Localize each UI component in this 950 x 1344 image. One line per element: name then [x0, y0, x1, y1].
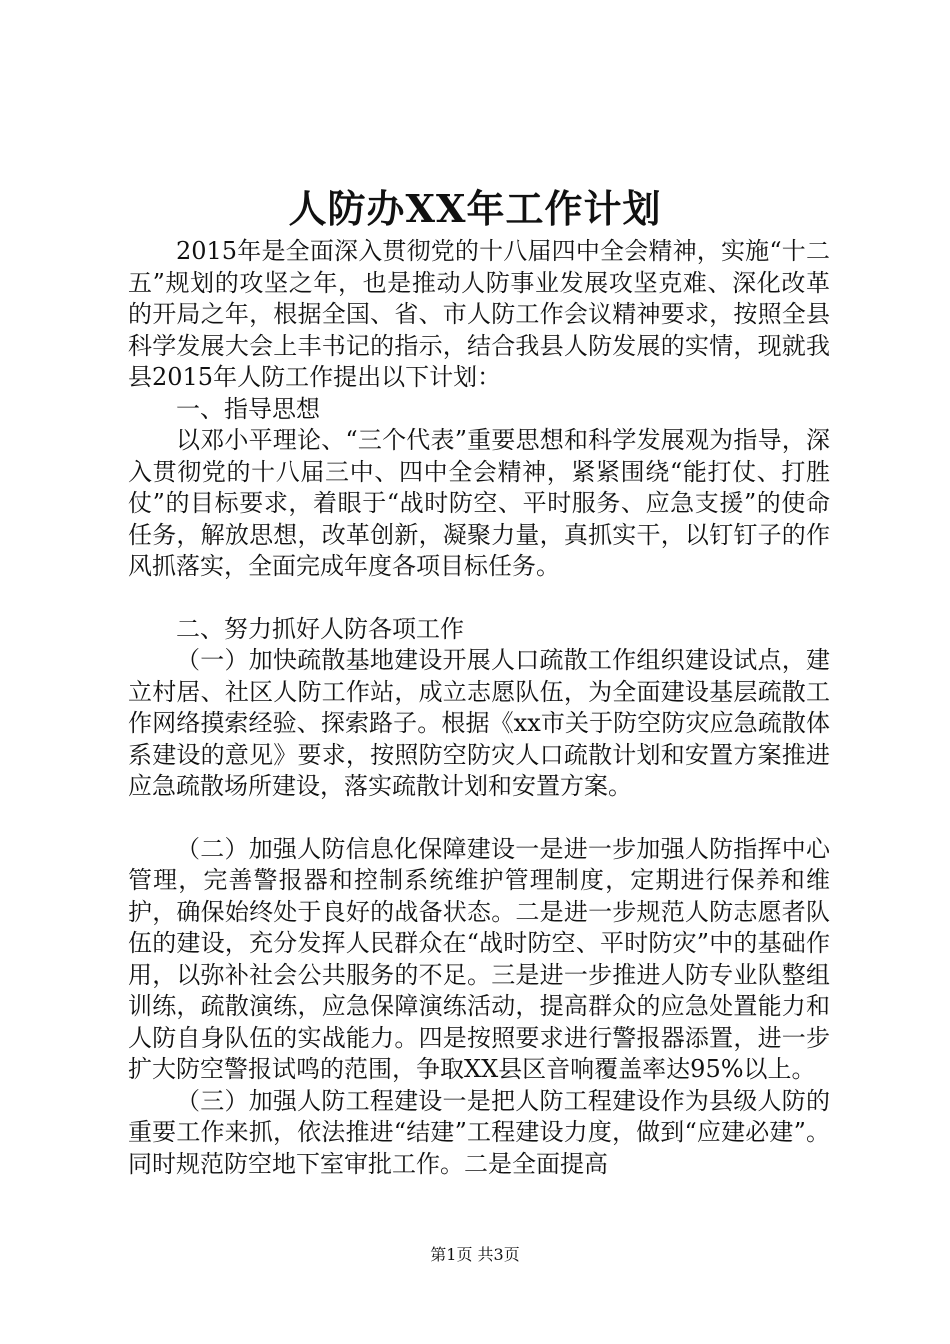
document-title: 人防办XX年工作计划 [288, 186, 662, 231]
work-item-paragraph-3: （三）加强人防工程建设一是把人防工程建设作为县级人防的重要工作来抓，依法推进“结建”工程建设力度，做到“应建必建”。同时规范防空地下室审批工作。二是全面提高 [128, 1086, 830, 1178]
work-item-paragraph-2: （二）加强人防信息化保障建设一是进一步加强人防指挥中心管理，完善警报器和控制系统维护管理制度，定期进行保养和维护，确保始终处于良好的战备状态。二是进一步规范人防志愿者队伍的建设，充分发挥人民群众在“战时防空、平时防灾”中的基础作用，以弥补社会公共服务的不足。三是进一步推进人防专业队整组训练，疏散演练，应急保障演练活动，提高群众的应急处置能力和人防自身队伍的实战能力。四是按照要求进行警报器添置，进一步扩大防空警报试鸣的范围，争取XX县区音响覆盖率达95%以上。 [128, 834, 830, 1083]
section-heading-guiding-thought: 一、指导思想 [176, 394, 320, 423]
section-heading-work-items: 二、努力抓好人防各项工作 [176, 614, 464, 643]
paragraph-gap [128, 803, 830, 834]
guiding-thought-paragraph: 以邓小平理论、“三个代表”重要思想和科学发展观为指导，深入贯彻党的十八届三中、四中全会精神，紧紧围绕“能打仗、打胜仗”的目标要求，着眼于“战时防空、平时服务、应急支援”的使命任务，解放思想，改革创新，凝聚力量，真抓实干，以钉钉子的作风抓落实，全面完成年度各项目标任务。 [128, 426, 830, 580]
work-item-paragraph-1: （一）加快疏散基地建设开展人口疏散工作组织建设试点，建立村居、社区人防工作站，成立志愿队伍，为全面建设基层疏散工作网络摸索经验、探索路子。根据《xx市关于防空防灾应急疏散体系建设的意见》要求，按照防空防灾人口疏散计划和安置方案推进应急疏散场所建设，落实疏散计划和安置方案。 [128, 646, 830, 800]
document-body [128, 236, 830, 1180]
page-number-footer: 第1页 共3页 [430, 1245, 520, 1264]
intro-paragraph: 2015年是全面深入贯彻党的十八届四中全会精神，实施“十二五”规划的攻坚之年，也是推动人防事业发展攻坚克难、深化改革的开局之年，根据全国、省、市人防工作会议精神要求，按照全县科学发展大会上丰书记的指示，结合我县人防发展的实情，现就我县2015年人防工作提出以下计划： [128, 237, 830, 391]
paragraph-gap [128, 583, 830, 614]
